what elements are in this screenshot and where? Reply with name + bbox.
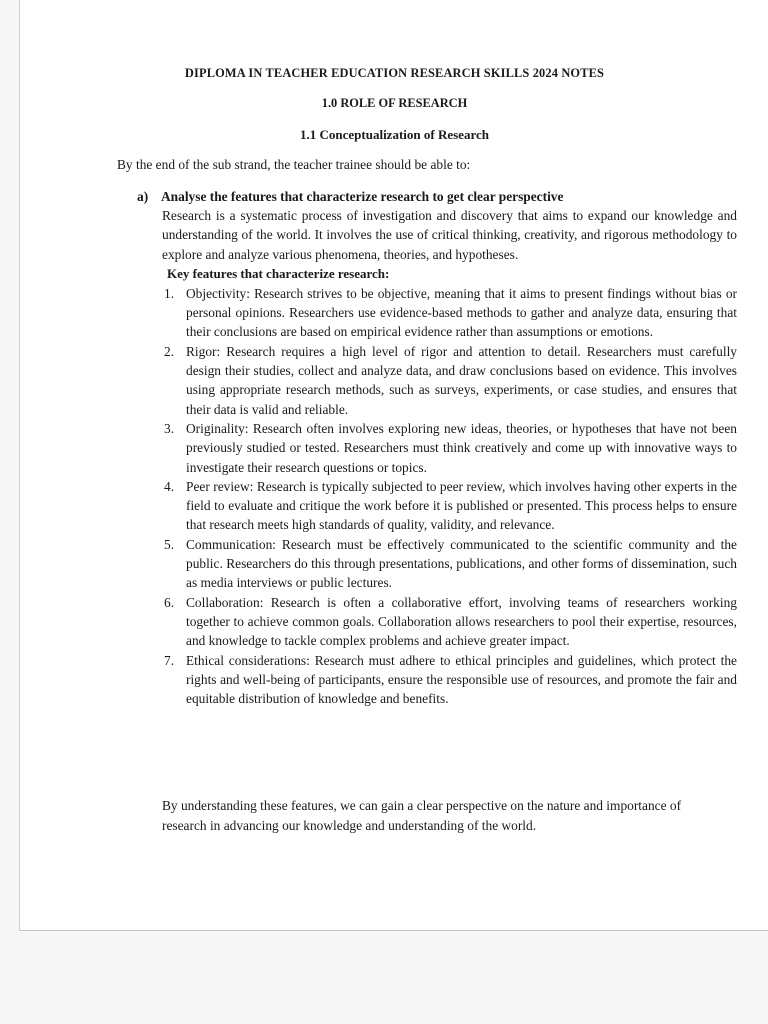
list-item <box>137 477 737 535</box>
list-item-number: 6. <box>164 594 175 610</box>
features-heading: Key features that characterize research: <box>167 265 390 281</box>
list-item-text: Ethical considerations: Research must adhere to ethical principles and guidelines, which protect the rights and well-being of participants, ensure the responsible use of resources, and promote the fair and equitable distribution of knowledge and benefits. <box>186 652 737 707</box>
subsection-heading: 1.1 Conceptualization of Research <box>300 127 489 142</box>
outcome-a-marker: a) <box>137 189 149 204</box>
list-item-text: Communication: Research must be effectively communicated to the scientific community and the public. Researchers do this through presentations, publications, and other forms of dissemination, such as media interviews or public lectures. <box>186 536 737 591</box>
list-item-text: Objectivity: Research strives to be objective, meaning that it aims to present findings without bias or personal opinions. Researchers use evidence-based methods to gather and analyze data, ensuring that their conclusions are based on empirical evidence rather than assumptions or emotions. <box>186 285 737 340</box>
outcome-a-paragraph: Research is a systematic process of investigation and discovery that aims to expand our knowledge and understanding of the world. It involves the use of critical thinking, creativity, and rigorous methodology to explore and analyze various phenomena, theories, and hypotheses. <box>162 208 737 262</box>
list-item <box>137 651 737 709</box>
list-item-text: Collaboration: Research is often a collaborative effort, involving teams of researchers working together to achieve common goals. Collaboration allows researchers to pool their expertise, resources, and knowledge to tackle complex problems and achieve greater impact. <box>186 594 737 649</box>
list-item-text: Rigor: Research requires a high level of rigor and attention to detail. Researchers must carefully design their studies, collect and analyze data, and draw conclusions based on evidence. This involves using appropriate research methods, such as surveys, experiments, or case studies, and ensures that their data is valid and reliable. <box>186 343 737 417</box>
list-item-number: 2. <box>164 343 175 359</box>
list-item-number: 5. <box>164 536 175 552</box>
list-item <box>137 284 737 342</box>
list-item-number: 7. <box>164 652 175 668</box>
document-title: DIPLOMA IN TEACHER EDUCATION RESEARCH SKILLS 2024 NOTES <box>184 66 605 80</box>
closing-paragraph: By understanding these features, we can gain a clear perspective on the nature and importance of research in advancing our knowledge and understanding of the world. <box>162 798 682 833</box>
list-item <box>137 342 737 419</box>
features-list <box>137 284 737 709</box>
outcome-a <box>137 188 737 708</box>
list-item-text: Peer review: Research is typically subjected to peer review, which involves having other experts in the field to evaluate and critique the work before it is published or presented. This process helps to ensure that research meets high standards of quality, validity, and relevance. <box>186 478 737 533</box>
list-item <box>137 593 737 651</box>
list-item-text: Originality: Research often involves exploring new ideas, theories, or hypotheses that have not been previously studied or tested. Researchers must think creatively and come up with innovative ways to investigate their research questions or topics. <box>186 420 737 475</box>
outcome-a-heading <box>137 188 737 205</box>
page-content <box>20 0 768 930</box>
list-item <box>137 535 737 593</box>
list-item <box>137 419 737 477</box>
section-heading: 1.0 ROLE OF RESEARCH <box>321 96 468 110</box>
list-item-number: 1. <box>164 285 175 301</box>
document-page <box>19 0 768 931</box>
intro-text: By the end of the sub strand, the teacher trainee should be able to: <box>117 157 471 172</box>
list-item-number: 4. <box>164 478 175 494</box>
list-item-number: 3. <box>164 420 175 436</box>
outcome-a-heading-text: Analyse the features that characterize research to get clear perspective <box>161 189 564 204</box>
